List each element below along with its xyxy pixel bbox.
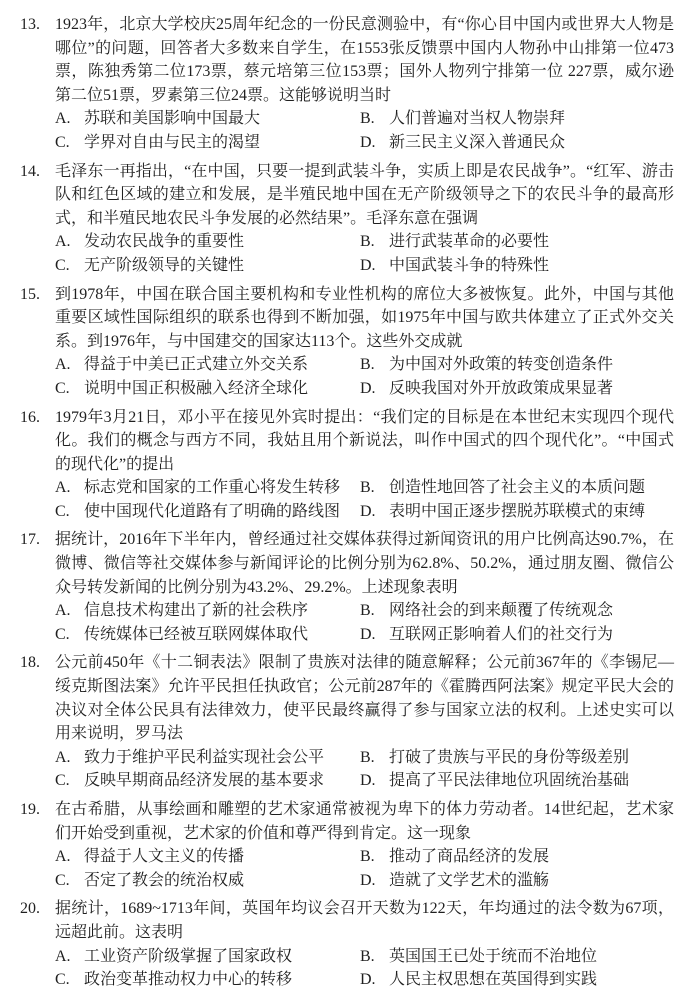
option-item [360, 623, 674, 647]
options-grid [55, 353, 674, 400]
option-item [360, 845, 674, 869]
question-stem: 据统计，1689~1713年间，英国年均议会召开天数为122天，年均通过的法令数为67项，远超此前。这表明 [55, 900, 674, 941]
question-block [20, 528, 674, 646]
option-item [55, 968, 360, 992]
option-item [360, 353, 674, 377]
option-label: B. [360, 602, 375, 620]
question-block [20, 283, 674, 401]
question-block [20, 798, 674, 892]
options-grid [55, 599, 674, 646]
option-item [360, 500, 674, 524]
option-text: 使中国现代化道路有了明确的路线图 [84, 502, 341, 520]
option-label: C. [55, 133, 70, 151]
question-stem: 到1978年，中国在联合国主要机构和专业性机构的席位大多被恢复。此外，中国与其他重要区域性国际组织的联系也得到不断加强，如1975年中国与欧共体建立了正式外交关系。到1976年，与中国建交的国家达113个。这些外交成就 [55, 285, 674, 350]
option-text: 为中国对外政策的转变创造条件 [389, 356, 614, 374]
option-label: C. [55, 256, 70, 274]
option-text: 提高了平民法律地位巩固统治基础 [389, 772, 630, 790]
option-text: 英国国王已处于统而不治地位 [389, 947, 598, 965]
option-label: C. [55, 871, 70, 889]
question-stem: 毛泽东一再指出，“在中国，只要一提到武装斗争，实质上即是农民战争”。“红军、游击队和红色区域的建立和发展，是半殖民地中国在无产阶级领导之下的农民斗争的最高形式，和半殖民地农民斗争发展的必然结果”。毛泽东意在强调 [55, 162, 674, 227]
option-label: D. [360, 971, 376, 989]
question-body [55, 798, 674, 892]
option-text: 得益于中美已正式建立外交关系 [84, 356, 309, 374]
option-item [360, 131, 674, 155]
question-block [20, 406, 674, 524]
option-item [360, 254, 674, 278]
option-item [55, 945, 360, 969]
option-label: A. [55, 479, 71, 497]
option-label: A. [55, 110, 71, 128]
option-text: 表明中国正逐步摆脱苏联模式的束缚 [389, 502, 646, 520]
option-text: 政治变革推动权力中心的转移 [84, 971, 293, 989]
option-label: C. [55, 625, 70, 643]
option-text: 互联网正影响着人们的社交行为 [389, 625, 614, 643]
option-label: C. [55, 379, 70, 397]
option-label: D. [360, 772, 376, 790]
question-block [20, 13, 674, 155]
option-text: 反映早期商品经济发展的基本要求 [84, 772, 325, 790]
question-number: 20. [20, 900, 40, 918]
option-text: 标志党和国家的工作重心将发生转移 [84, 479, 341, 497]
option-text: 工业资产阶级掌握了国家政权 [84, 947, 293, 965]
option-label: A. [55, 356, 71, 374]
options-grid [55, 746, 674, 793]
options-grid [55, 845, 674, 892]
option-item [55, 746, 360, 770]
question-body [55, 283, 674, 401]
question-stem: 1979年3月21日，邓小平在接见外宾时提出：“我们定的目标是在本世纪末实现四个现代化。我们的概念与西方不同，我姑且用个新说法，叫作中国式的四个现代化”。“中国式的现代化”的提出 [55, 408, 674, 473]
option-text: 创造性地回答了社会主义的本质问题 [389, 479, 646, 497]
option-text: 造就了文学艺术的滥觞 [389, 871, 550, 889]
option-item [360, 869, 674, 893]
option-item [360, 377, 674, 401]
question-stem: 公元前450年《十二铜表法》限制了贵族对法律的随意解释；公元前367年的《李锡尼—绥克斯图法案》允许平民担任执政官；公元前287年的《霍腾西阿法案》规定平民大会的决议对全体公民具有法律效力，使平民最终赢得了参与国家立法的权利。上述史实可以用来说明，罗马法 [55, 654, 674, 743]
option-item [55, 599, 360, 623]
option-label: B. [360, 110, 375, 128]
option-item [360, 476, 674, 500]
option-item [55, 377, 360, 401]
option-item [55, 107, 360, 131]
question-body [55, 651, 674, 793]
option-item [55, 230, 360, 254]
question-body [55, 406, 674, 524]
options-grid [55, 945, 674, 992]
option-label: D. [360, 133, 376, 151]
option-text: 说明中国正积极融入经济全球化 [84, 379, 309, 397]
option-text: 中国武装斗争的特殊性 [389, 256, 550, 274]
question-stem: 1923年，北京大学校庆25周年纪念的一份民意测验中，有“你心目中国内或世界大人物是哪位”的问题，回答者大多数来自学生，在1553张反馈票中国内人物孙中山排第一位473票，陈独秀第二位173票，蔡元培第三位153票；国外人物列宁排第一位 227票，威尔逊第二位51票，罗素第三位24票。这能够说明当时 [55, 16, 674, 104]
option-text: 网络社会的到来颠覆了传统观念 [389, 602, 614, 620]
option-text: 发动农民战争的重要性 [84, 233, 245, 251]
question-body [55, 897, 674, 991]
option-text: 传统媒体已经被互联网媒体取代 [84, 625, 309, 643]
option-label: A. [55, 947, 71, 965]
option-text: 否定了教会的统治权威 [84, 871, 245, 889]
question-number: 18. [20, 654, 40, 672]
option-label: C. [55, 772, 70, 790]
question-body [55, 13, 674, 155]
option-label: D. [360, 379, 376, 397]
question-block [20, 897, 674, 991]
question-block [20, 160, 674, 278]
question-stem: 在古希腊，从事绘画和雕塑的艺术家通常被视为卑下的体力劳动者。14世纪起，艺术家们开始受到重视，艺术家的价值和尊严得到肯定。这一现象 [55, 801, 674, 842]
option-item [55, 476, 360, 500]
option-label: D. [360, 625, 376, 643]
option-text: 新三民主义深入普通民众 [389, 133, 566, 151]
question-body [55, 528, 674, 646]
question-body [55, 160, 674, 278]
question-stem: 据统计，2016年下半年内，曾经通过社交媒体获得过新闻资讯的用户比例高达90.7%，在微博、微信等社交媒体参与新闻评论的比例分别为62.8%、50.2%，通过朋友圈、微信公众号转发新闻的比例分别为43.2%、29.2%。上述现象表明 [55, 531, 674, 596]
option-text: 信息技术构建出了新的社会秩序 [84, 602, 309, 620]
question-number: 14. [20, 162, 40, 180]
option-label: B. [360, 848, 375, 866]
option-item [55, 623, 360, 647]
option-label: A. [55, 233, 71, 251]
option-text: 人们普遍对当权人物崇拜 [389, 110, 566, 128]
options-grid [55, 230, 674, 277]
option-label: C. [55, 502, 70, 520]
option-label: C. [55, 971, 70, 989]
option-item [360, 599, 674, 623]
option-label: A. [55, 848, 71, 866]
option-text: 进行武装革命的必要性 [389, 233, 550, 251]
option-text: 得益于人文主义的传播 [84, 848, 245, 866]
option-text: 推动了商品经济的发展 [389, 848, 550, 866]
option-label: D. [360, 256, 376, 274]
option-item [360, 769, 674, 793]
option-item [360, 746, 674, 770]
option-item [360, 945, 674, 969]
option-label: B. [360, 233, 375, 251]
option-label: D. [360, 871, 376, 889]
option-text: 人民主权思想在英国得到实践 [389, 971, 598, 989]
option-item [55, 845, 360, 869]
option-item [55, 131, 360, 155]
options-grid [55, 476, 674, 523]
option-item [55, 353, 360, 377]
option-text: 无产阶级领导的关键性 [84, 256, 245, 274]
option-label: B. [360, 947, 375, 965]
option-label: B. [360, 479, 375, 497]
question-number: 13. [20, 16, 40, 33]
question-number: 19. [20, 801, 40, 818]
option-label: A. [55, 602, 71, 620]
option-label: A. [55, 748, 71, 766]
option-label: B. [360, 748, 375, 766]
option-item [55, 769, 360, 793]
option-text: 学界对自由与民主的渴望 [84, 133, 261, 151]
option-item [55, 254, 360, 278]
option-item [55, 500, 360, 524]
option-item [360, 230, 674, 254]
options-grid [55, 107, 674, 154]
option-label: D. [360, 502, 376, 520]
option-text: 打破了贵族与平民的身份等级差别 [389, 748, 630, 766]
option-text: 致力于维护平民利益实现社会公平 [84, 748, 325, 766]
option-text: 苏联和美国影响中国最大 [84, 110, 261, 128]
option-label: B. [360, 356, 375, 374]
option-item [360, 107, 674, 131]
option-item [55, 869, 360, 893]
question-number: 16. [20, 408, 40, 426]
question-number: 17. [20, 531, 40, 549]
question-list [20, 13, 674, 992]
question-number: 15. [20, 285, 40, 303]
option-text: 反映我国对外开放政策成果显著 [389, 379, 614, 397]
option-item [360, 968, 674, 992]
question-block [20, 651, 674, 793]
